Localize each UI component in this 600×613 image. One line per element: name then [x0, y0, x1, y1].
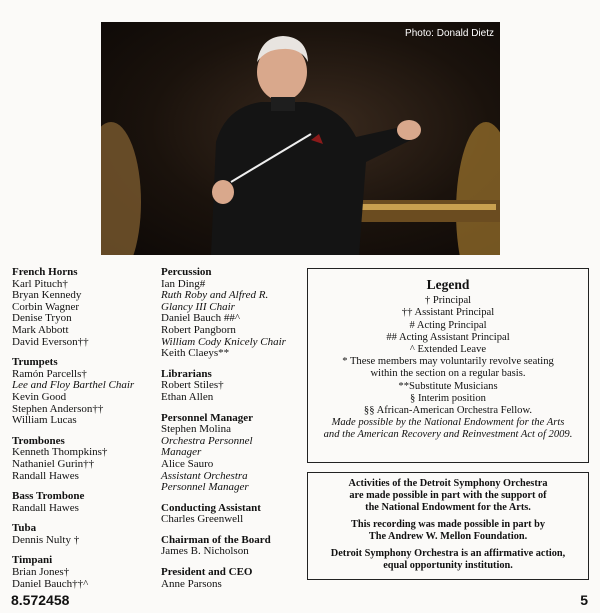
section-tuba [12, 523, 152, 546]
member: Daniel Bauch ##^ [161, 312, 241, 325]
chair-name: Glancy III Chair [161, 300, 235, 313]
legend-box [307, 268, 589, 463]
member: Brian Jones† [12, 566, 70, 579]
member: Anne Parsons [161, 577, 222, 590]
member: Stephen Anderson†† [12, 402, 104, 415]
chair-name: Ruth Roby and Alfred R. [161, 289, 269, 302]
section-chairman [161, 535, 303, 558]
chair-name: Lee and Floy Barthel Chair [12, 379, 135, 392]
section-heading: Bass Trombone [12, 490, 85, 503]
member: Denise Tryon [12, 312, 72, 325]
role-title: Manager [161, 446, 202, 459]
notice-line: equal opportunity institution. [383, 560, 513, 571]
member: Alice Sauro [161, 457, 214, 470]
section-heading: Librarians [161, 367, 212, 380]
section-heading: Tuba [12, 522, 37, 535]
section-heading: Chairman of the Board [161, 533, 271, 546]
conductor-illustration [101, 22, 500, 255]
member: David Everson†† [12, 335, 89, 348]
section-librarians [161, 369, 303, 404]
legend-line: # Acting Principal [409, 319, 487, 331]
chair-name: William Cody Knicely Chair [161, 335, 286, 348]
section-conducting-assistant [161, 503, 303, 526]
section-heading: Personnel Manager [161, 411, 253, 424]
notice-line: the National Endowment for the Arts. [365, 502, 531, 513]
section-president [161, 567, 303, 590]
member: Robert Stiles† [161, 379, 224, 392]
member: Dennis Nulty † [12, 533, 80, 546]
role-title: Personnel Manager [161, 481, 249, 494]
section-percussion [161, 267, 303, 360]
section-heading: French Horns [12, 266, 78, 278]
member: Corbin Wagner [12, 300, 80, 313]
member: Charles Greenwell [161, 513, 244, 526]
section-trombones [12, 436, 152, 482]
member: Ethan Allen [161, 390, 214, 403]
member: Ramón Parcells† [12, 367, 87, 380]
member: Bryan Kennedy [12, 289, 82, 302]
notice-line: are made possible in part with the support of [349, 490, 547, 501]
member: Kenneth Thompkins† [12, 446, 108, 459]
member: Karl Pituch† [12, 277, 68, 290]
notice-recording [308, 519, 588, 543]
member: Ian Ding# [161, 277, 206, 290]
legend-line: †† Assistant Principal [401, 307, 495, 319]
roster-column-2 [161, 267, 303, 599]
member: Keith Claeys** [161, 347, 230, 360]
legend-line: § Interim position [410, 392, 486, 404]
section-bass-trombone [12, 491, 152, 514]
member: Randall Hawes [12, 501, 79, 514]
member: Robert Pangborn [161, 323, 236, 336]
legend-line: * These members may voluntarily revolve seating [342, 356, 554, 368]
member: William Lucas [12, 414, 77, 427]
member: Randall Hawes [12, 469, 79, 482]
member: Daniel Bauch††^ [12, 577, 89, 590]
conductor-photo [101, 22, 500, 255]
role-title: Orchestra Personnel [161, 434, 253, 447]
legend-note: Made possible by the National Endowment for the Arts [331, 417, 565, 429]
section-timpani [12, 555, 152, 590]
member: Stephen Molina [161, 423, 231, 436]
legend-title: Legend [426, 277, 470, 292]
notice-box [307, 472, 589, 580]
legend-line: ## Acting Assistant Principal [386, 331, 510, 343]
legend-line: within the section on a regular basis. [370, 368, 526, 380]
section-personnel-manager [161, 413, 303, 494]
legend-line: † Principal [424, 295, 472, 307]
notice-line: This recording was made possible in part by [350, 519, 546, 530]
photo-credit: Photo: Donald Dietz [405, 28, 494, 39]
roster-column-1 [12, 267, 152, 599]
legend-line: **Substitute Musicians [398, 380, 498, 392]
member: Nathaniel Gurin†† [12, 457, 95, 470]
legend-line: ^ Extended Leave [409, 344, 487, 356]
section-french-horns [12, 267, 152, 348]
section-heading: Timpani [12, 554, 53, 567]
member: Mark Abbott [12, 323, 69, 336]
section-heading: President and CEO [161, 566, 253, 579]
section-heading: Trombones [12, 434, 65, 447]
section-trumpets [12, 357, 152, 427]
section-heading: Conducting Assistant [161, 501, 261, 514]
member: James B. Nicholson [161, 545, 249, 558]
notice-equal-opportunity [308, 548, 588, 572]
legend-note: and the American Recovery and Reinvestment Act of 2009. [323, 429, 573, 441]
notice-line: Detroit Symphony Orchestra is an affirmative action, [330, 548, 566, 559]
notice-line: The Andrew W. Mellon Foundation. [368, 531, 528, 542]
section-heading: Trumpets [12, 356, 58, 369]
page-number: 5 [580, 592, 588, 608]
notice-line: Activities of the Detroit Symphony Orchestra [348, 478, 548, 489]
legend-line: §§ African-American Orchestra Fellow. [363, 405, 533, 417]
section-heading: Percussion [161, 266, 212, 278]
notice-support [308, 478, 588, 514]
catalog-number: 8.572458 [11, 592, 70, 608]
member: Kevin Good [12, 390, 67, 403]
role-title: Assistant Orchestra [161, 469, 248, 482]
